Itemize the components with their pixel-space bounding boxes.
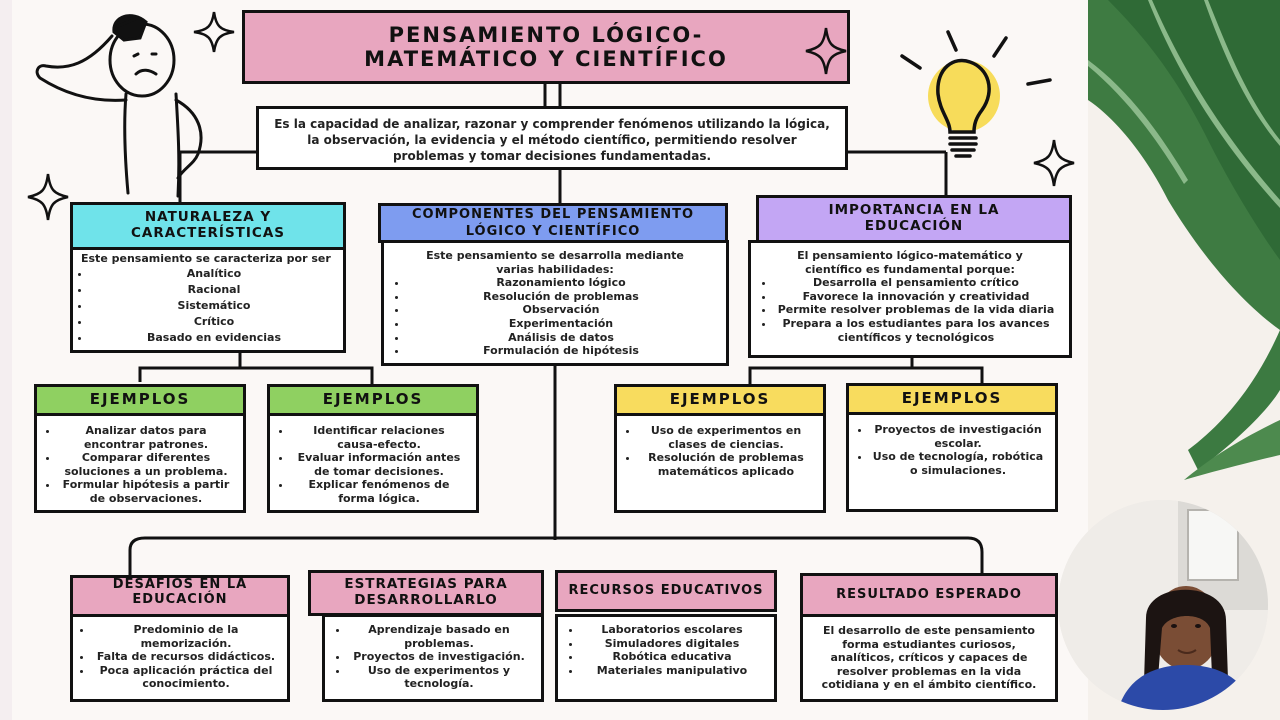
componentes-item: • Observación — [408, 303, 714, 317]
componentes-intro: Este pensamiento se desarrolla mediante varias habilidades: — [426, 249, 684, 276]
importancia-item: • Prepara a los estudiantes para los avances científicos y tecnológicos — [775, 317, 1057, 344]
importancia-item: • Desarrolla el pensamiento crítico — [775, 276, 1057, 290]
bottom-item: • Proyectos de investigación. — [349, 650, 529, 664]
bottom-item: • Laboratorios escolares — [582, 623, 762, 637]
ejemplos-box-1 — [34, 413, 246, 513]
importancia-header: IMPORTANCIA EN LA EDUCACIÓN — [756, 195, 1072, 243]
componentes-item: • Análisis de datos — [408, 331, 714, 345]
componentes-box — [381, 240, 729, 366]
ejemplos-item: • Uso de tecnología, robótica o simulaciones. — [871, 450, 1045, 477]
ejemplos-item: • Explicar fenómenos de forma lógica. — [292, 478, 466, 505]
definition-text: Es la capacidad de analizar, razonar y comprender fenómenos utilizando la lógica, la observación, la evidencia y el método científico, permitiendo resolver problemas y tomar decisiones fundamentadas. — [274, 117, 830, 163]
importancia-list — [759, 276, 1061, 344]
estrategias-box — [322, 614, 544, 702]
ejemplos-header-3: EJEMPLOS — [614, 384, 826, 416]
ejemplos-list-1 — [43, 424, 237, 506]
ejemplos-item: • Evaluar información antes de tomar decisiones. — [292, 451, 466, 478]
resultado-header: RESULTADO ESPERADO — [800, 573, 1058, 617]
ejemplos-box-4 — [846, 412, 1058, 512]
ejemplos-list-2 — [276, 424, 470, 506]
recursos-box — [555, 614, 777, 702]
ejemplos-header-2: EJEMPLOS — [267, 384, 479, 416]
importancia-item: • Favorece la innovación y creatividad — [775, 290, 1057, 304]
desafios-header: DESAFÍOS EN LA EDUCACIÓN — [70, 575, 290, 617]
estrategias-header: ESTRATEGIAS PARA DESARROLLARLO — [308, 570, 544, 616]
componentes-header: COMPONENTES DEL PENSAMIENTO LÓGICO Y CIENTÍFICO — [378, 203, 728, 243]
naturaleza-item: • Analítico — [91, 266, 337, 282]
naturaleza-intro: Este pensamiento se caracteriza por ser — [81, 252, 331, 265]
componentes-list — [392, 276, 718, 358]
definition-box — [256, 106, 848, 170]
componentes-item: • Experimentación — [408, 317, 714, 331]
bottom-item: • Predominio de la memorización. — [93, 623, 279, 650]
componentes-item: • Formulación de hipótesis — [408, 344, 714, 358]
componentes-item: • Resolución de problemas — [408, 290, 714, 304]
bottom-item: • Simuladores digitales — [582, 637, 762, 651]
bottom-item: • Aprendizaje basado en problemas. — [349, 623, 529, 650]
ejemplos-header-1: EJEMPLOS — [34, 384, 246, 416]
bottom-item: • Materiales manipulativo — [582, 664, 762, 678]
lightbulb-doodle-icon — [896, 28, 1056, 168]
ejemplos-item: • Resolución de problemas matemáticos aplicado — [639, 451, 813, 478]
estrategias-list — [333, 623, 533, 691]
ejemplos-list-3 — [623, 424, 817, 478]
sparkle-icon — [804, 26, 848, 76]
componentes-item: • Razonamiento lógico — [408, 276, 714, 290]
importancia-item: • Permite resolver problemas de la vida diaria — [775, 303, 1057, 317]
naturaleza-item: • Basado en evidencias — [91, 330, 337, 346]
naturaleza-item: • Sistemático — [91, 298, 337, 314]
presenter-webcam-avatar — [1058, 500, 1268, 710]
importancia-intro: El pensamiento lógico-matemático y científico es fundamental porque: — [797, 249, 1023, 276]
naturaleza-item: • Crítico — [91, 314, 337, 330]
recursos-header: RECURSOS EDUCATIVOS — [555, 570, 777, 612]
desafios-list — [77, 623, 283, 691]
main-title-line1: PENSAMIENTO LÓGICO- — [388, 22, 704, 47]
ejemplos-item: • Proyectos de investigación escolar. — [871, 423, 1045, 450]
sparkle-icon — [26, 172, 70, 222]
ejemplos-box-3 — [614, 413, 826, 513]
bottom-item: • Robótica educativa — [582, 650, 762, 664]
bottom-item: • Poca aplicación práctica del conocimiento. — [93, 664, 279, 691]
naturaleza-header: NATURALEZA Y CARACTERÍSTICAS — [70, 202, 346, 250]
ejemplos-item: • Uso de experimentos en clases de ciencias. — [639, 424, 813, 451]
naturaleza-box — [70, 247, 346, 353]
main-title — [242, 10, 850, 84]
resultado-box — [800, 614, 1058, 702]
ejemplos-header-4: EJEMPLOS — [846, 383, 1058, 415]
ejemplos-item: • Analizar datos para encontrar patrones. — [59, 424, 233, 451]
bottom-item: • Uso de experimentos y tecnología. — [349, 664, 529, 691]
desafios-box — [70, 614, 290, 702]
naturaleza-item: • Racional — [91, 282, 337, 298]
ejemplos-item: • Formular hipótesis a partir de observaciones. — [59, 478, 233, 505]
sparkle-icon — [192, 10, 236, 54]
ejemplos-box-2 — [267, 413, 479, 513]
recursos-list — [566, 623, 766, 677]
resultado-text: El desarrollo de este pensamiento forma estudiantes curiosos, analíticos, críticos y capaces de resolver problemas en la vida cotidiana y en el ámbito científico. — [821, 624, 1037, 692]
main-title-line2: MATEMÁTICO Y CIENTÍFICO — [364, 47, 728, 71]
naturaleza-list — [75, 266, 341, 346]
bottom-item: • Falta de recursos didácticos. — [93, 650, 279, 664]
ejemplos-item: • Comparar diferentes soluciones a un problema. — [59, 451, 233, 478]
ejemplos-list-4 — [855, 423, 1049, 477]
importancia-box — [748, 240, 1072, 358]
ejemplos-item: • Identificar relaciones causa-efecto. — [292, 424, 466, 451]
